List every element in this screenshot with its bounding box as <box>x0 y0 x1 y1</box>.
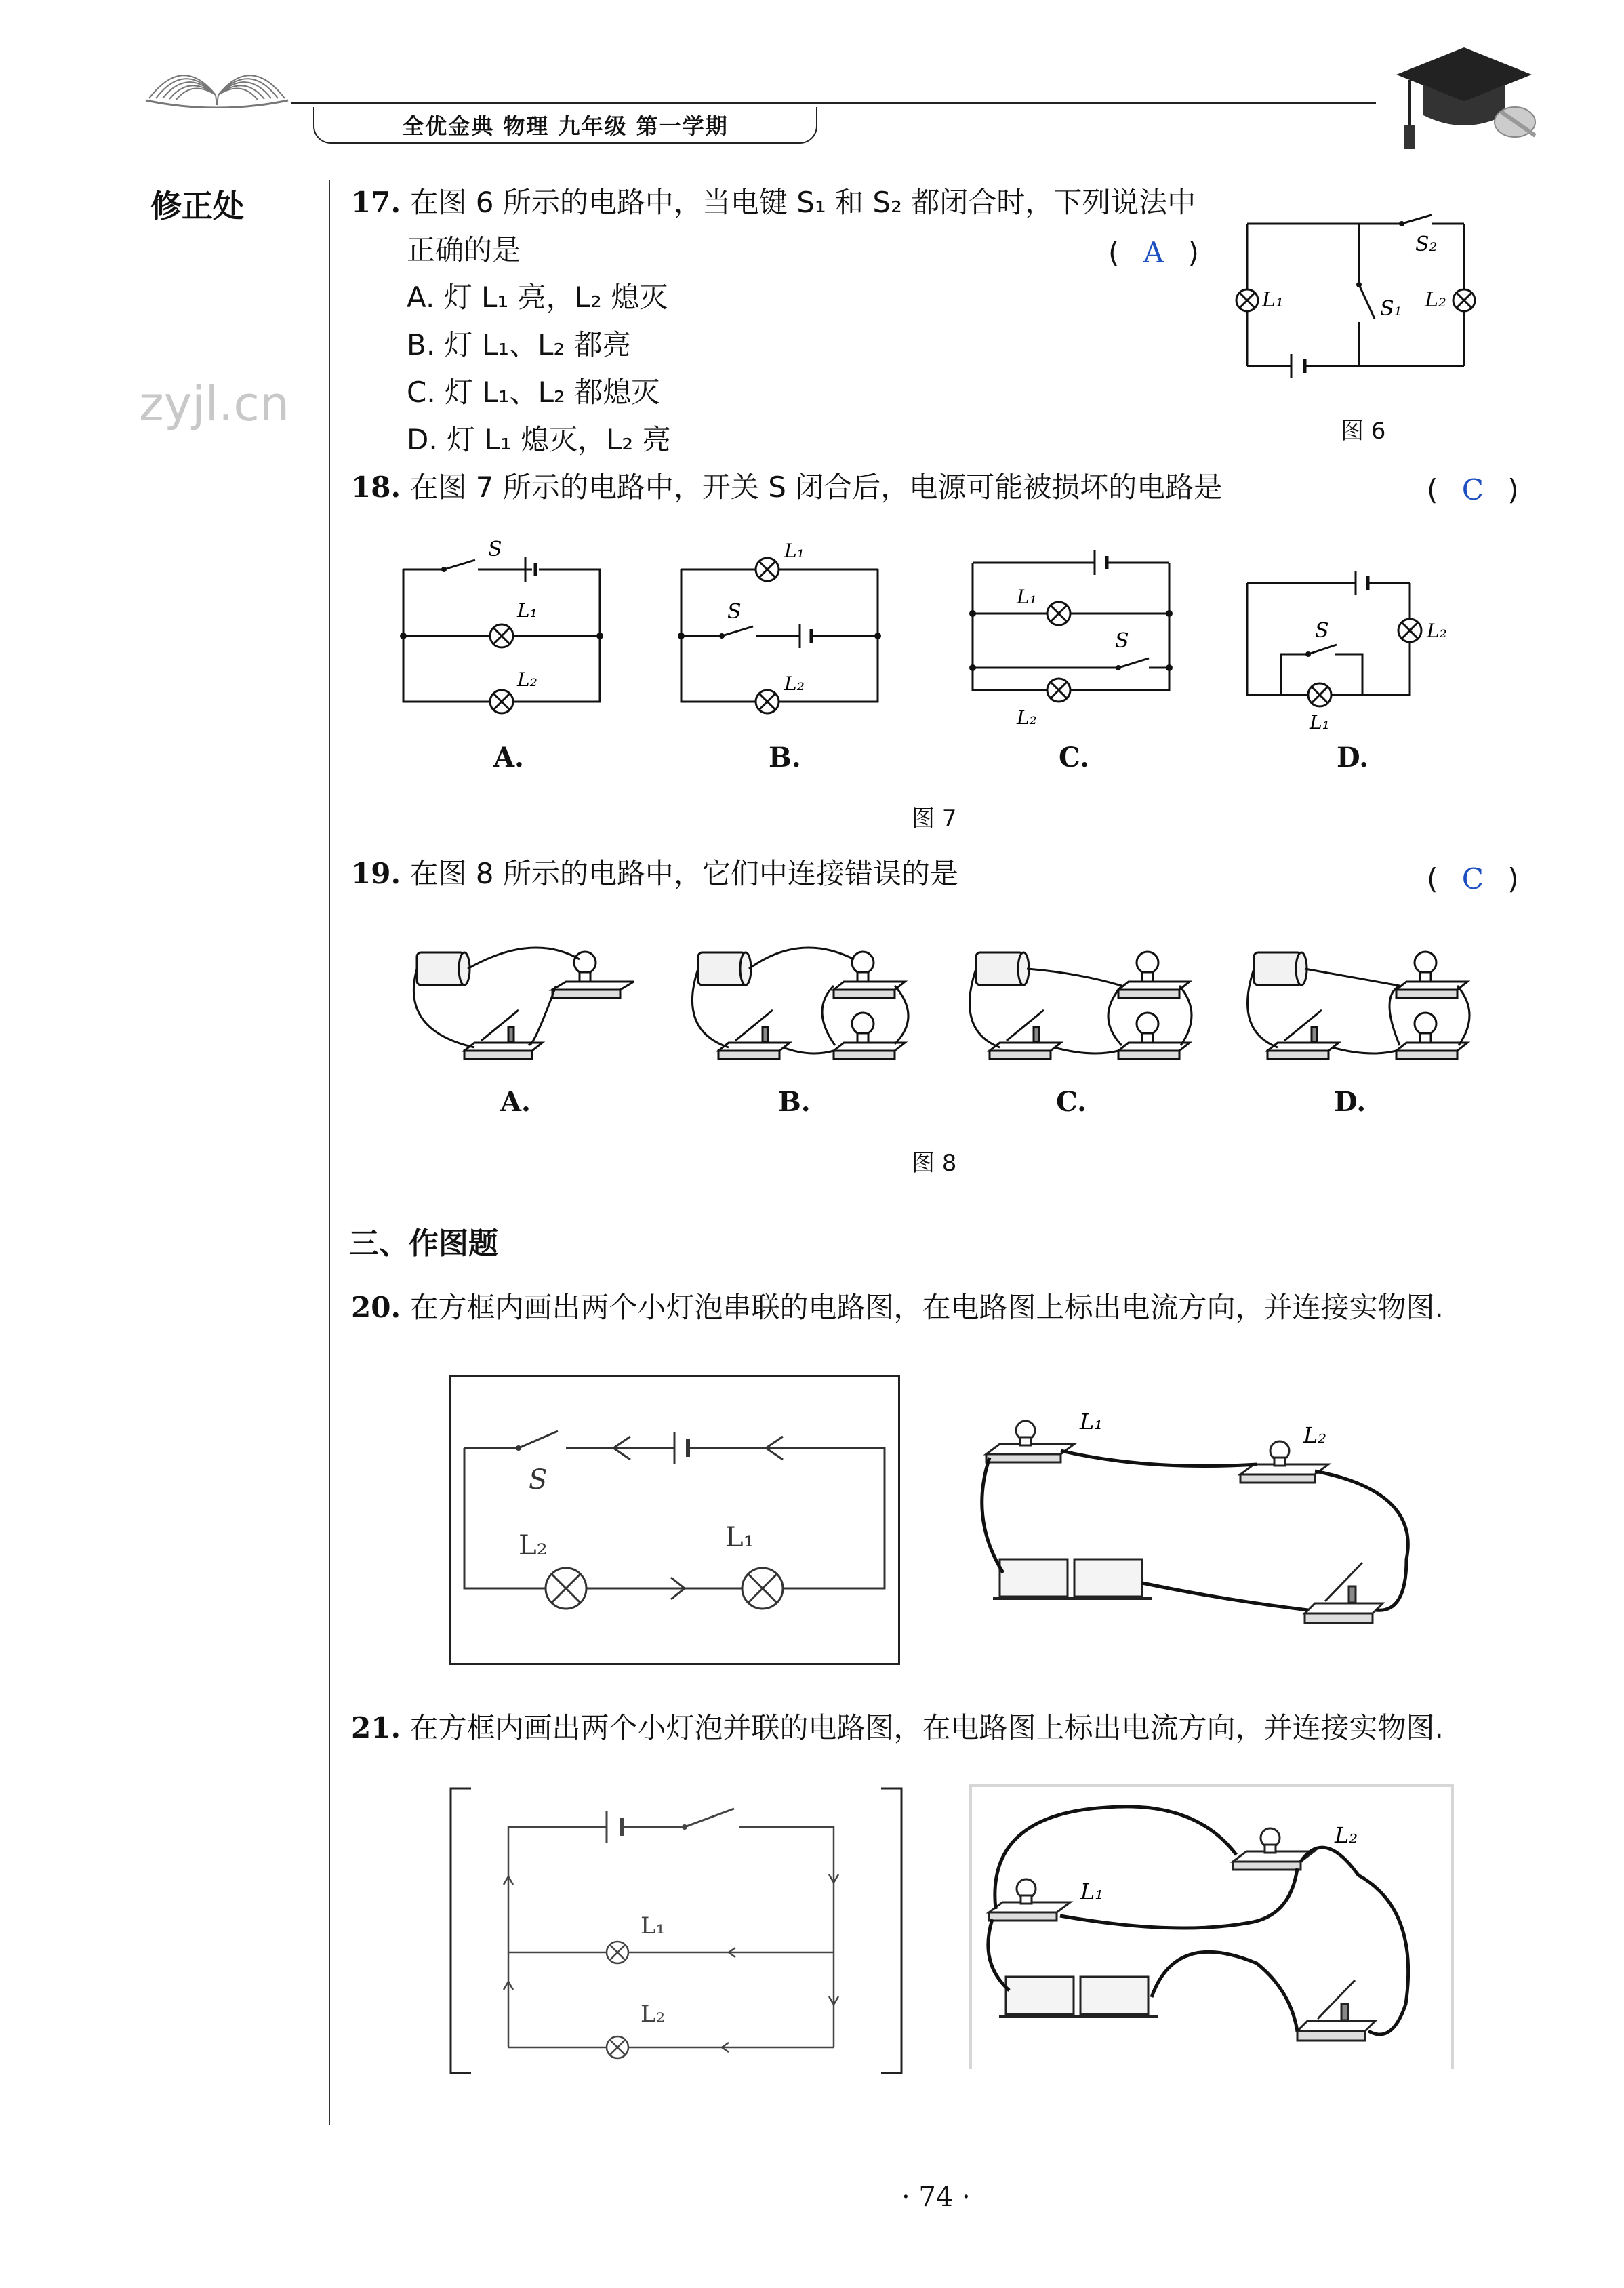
figure-6-circuit <box>1220 203 1491 400</box>
lamp-icon <box>1308 683 1331 706</box>
q17-option-b: B. 灯 L₁、L₂ 都亮 <box>407 328 631 361</box>
fig7-label-a: A. <box>493 742 524 774</box>
q17-option-a: A. 灯 L₁ 亮，L₂ 熄灭 <box>407 281 668 314</box>
q17-line1 <box>351 188 1196 217</box>
q20-stem: 在方框内画出两个小灯泡串联的电路图，在电路图上标出电流方向，并连接实物图. <box>409 1291 1444 1324</box>
switch-icon <box>464 1010 542 1059</box>
bulb-icon <box>834 1013 905 1059</box>
q19-answer-paren: ( C ) <box>1427 862 1519 896</box>
figure-8-apparatus-b <box>678 929 929 1078</box>
figure-7-caption: 图 7 <box>912 805 957 832</box>
fig7b-s-label: S <box>727 600 742 624</box>
q17-option-d: D. 灯 L₁ 熄灭，L₂ 亮 <box>407 423 671 456</box>
q20-phys-l2-label: L₂ <box>1303 1422 1327 1448</box>
page-number: · 74 · <box>901 2182 971 2213</box>
q18-line <box>351 470 1223 504</box>
fig6-l2-label: L₂ <box>1425 288 1446 312</box>
fig7a-s-label: S <box>488 538 502 561</box>
bulb-icon <box>1396 1013 1467 1059</box>
lamp-icon <box>1236 289 1258 311</box>
q18-stem: 在图 7 所示的电路中，开关 S 闭合后，电源可能被损坏的电路是 <box>409 470 1223 504</box>
lamp-icon <box>742 1568 783 1609</box>
q21-number: 21. <box>351 1711 401 1744</box>
q21-parallel-circuit <box>444 1783 908 2081</box>
lamp-icon <box>607 2036 628 2058</box>
bulb-icon <box>1233 1828 1314 1870</box>
fig7a-l2-label: L₂ <box>517 668 537 691</box>
q21-physical-frame <box>969 1784 1454 2069</box>
sidebar-divider <box>329 180 330 2125</box>
watermark: zyjl.cn <box>139 376 290 432</box>
q20-l2-label: L₂ <box>519 1530 548 1561</box>
header-title: 全优金典 物理 九年级 第一学期 <box>402 113 729 139</box>
q21-physical-wiring <box>972 1787 1453 2069</box>
q21-stem: 在方框内画出两个小灯泡并联的电路图，在电路图上标出电流方向，并连接实物图. <box>409 1711 1444 1744</box>
switch-icon <box>718 1010 790 1059</box>
bulb-icon <box>552 952 634 998</box>
fig7d-l2-label: L₂ <box>1427 620 1447 642</box>
q20-l1-label: L₁ <box>725 1522 754 1553</box>
q17-option-c: C. 灯 L₁、L₂ 都熄灭 <box>407 376 660 409</box>
lamp-icon <box>1047 679 1070 702</box>
figure-7-circuit-c <box>946 536 1176 739</box>
battery-icon <box>417 952 470 985</box>
figure-8-apparatus-a <box>397 929 634 1078</box>
q20-circuit-box <box>449 1375 900 1665</box>
bulb-icon <box>1118 1013 1190 1059</box>
q20-s-label: S <box>529 1464 548 1496</box>
q21-line <box>351 1711 1444 1744</box>
lamp-icon <box>1047 602 1070 625</box>
q19-answer: C <box>1461 862 1484 896</box>
fig6-l1-label: L₁ <box>1262 288 1284 312</box>
lamp-icon <box>607 1942 628 1963</box>
fig8-label-a: A. <box>500 1086 531 1118</box>
q17-stem-line2: 正确的是 <box>407 233 521 266</box>
correction-label: 修正处 <box>150 188 244 224</box>
header-title-box <box>313 107 817 144</box>
q18-answer-paren: ( C ) <box>1427 473 1519 506</box>
battery-icon <box>999 1977 1158 2016</box>
lamp-icon <box>756 690 779 713</box>
q18-number: 18. <box>351 470 401 504</box>
q21-phys-l1-label: L₁ <box>1080 1879 1104 1904</box>
fig8-label-d: D. <box>1334 1086 1366 1118</box>
q19-stem: 在图 8 所示的电路中，它们中连接错误的是 <box>409 857 958 890</box>
fig7c-l1-label: L₁ <box>1017 586 1037 608</box>
q21-phys-l2-label: L₂ <box>1335 1822 1358 1848</box>
battery-icon <box>976 952 1029 985</box>
switch-icon <box>1297 1980 1375 2041</box>
figure-7-circuit-d <box>1234 556 1478 752</box>
q17-number: 17. <box>351 186 401 219</box>
q17-stem-line1: 在图 6 所示的电路中，当电键 S₁ 和 S₂ 都闭合时，下列说法中 <box>409 186 1196 219</box>
battery-icon <box>1254 952 1307 985</box>
lamp-icon <box>1398 619 1421 642</box>
battery-icon <box>698 952 751 985</box>
fig8-label-b: B. <box>778 1086 811 1118</box>
bulb-icon <box>989 1879 1070 1921</box>
q21-l2-label: L₂ <box>641 2001 666 2028</box>
figure-6-caption: 图 6 <box>1341 418 1386 445</box>
switch-icon <box>1305 1563 1383 1623</box>
fig7c-s-label: S <box>1115 629 1129 653</box>
section-3-title: 三、作图题 <box>349 1226 498 1261</box>
q18-answer: C <box>1461 473 1484 506</box>
battery-icon <box>993 1559 1152 1599</box>
fig6-s1-label: S₁ <box>1380 297 1402 321</box>
fig7-label-b: B. <box>769 742 801 774</box>
header <box>0 0 1624 163</box>
figure-7-circuit-b <box>668 536 891 725</box>
q19-line <box>351 857 958 890</box>
open-book-icon <box>142 41 291 108</box>
fig7c-l2-label: L₂ <box>1017 706 1037 729</box>
switch-icon <box>1267 1010 1339 1059</box>
q20-line <box>351 1293 1444 1322</box>
lamp-icon <box>1453 289 1475 311</box>
lamp-icon <box>490 624 513 647</box>
q20-number: 20. <box>351 1291 401 1324</box>
fig7-label-d: D. <box>1337 742 1369 774</box>
q20-series-circuit <box>451 1377 898 1663</box>
fig7a-l1-label: L₁ <box>517 599 537 622</box>
fig7b-l1-label: L₁ <box>784 540 805 562</box>
switch-icon <box>990 1010 1061 1059</box>
figure-8-apparatus-c <box>956 929 1206 1078</box>
q17-answer-paren: ( A ) <box>1108 236 1199 269</box>
bulb-icon <box>986 1421 1074 1462</box>
graduation-cap-icon <box>1389 41 1545 156</box>
fig7b-l2-label: L₂ <box>784 673 805 695</box>
q17-answer: A <box>1143 236 1164 269</box>
lamp-icon <box>546 1568 586 1609</box>
figure-7-circuit-a <box>390 536 613 725</box>
q20-phys-l1-label: L₁ <box>1080 1409 1103 1434</box>
fig7d-s-label: S <box>1315 619 1329 643</box>
fig7d-l1-label: L₁ <box>1310 711 1330 734</box>
bulb-icon <box>1396 952 1467 998</box>
q21-l1-label: L₁ <box>641 1912 666 1940</box>
q20-physical-wiring <box>973 1397 1427 1627</box>
lamp-icon <box>490 690 513 713</box>
figure-8-caption: 图 8 <box>912 1150 957 1177</box>
fig7-label-c: C. <box>1059 742 1090 774</box>
fig6-s2-label: S₂ <box>1415 233 1438 256</box>
bulb-icon <box>1118 952 1190 998</box>
fig8-label-c: C. <box>1056 1086 1087 1118</box>
bulb-icon <box>834 952 905 998</box>
q19-number: 19. <box>351 857 401 890</box>
figure-8-apparatus-d <box>1234 929 1484 1078</box>
lamp-icon <box>756 558 779 581</box>
header-rule <box>291 102 1376 104</box>
